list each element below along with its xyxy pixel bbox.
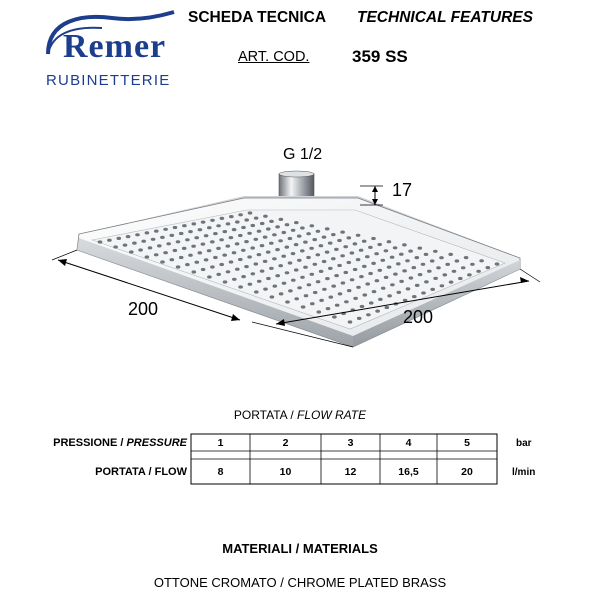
- pressure-label-it: PRESSIONE /: [53, 437, 127, 449]
- brand-logo-text: Remer: [63, 28, 167, 65]
- flow-row-label: PORTATA / FLOW: [95, 466, 187, 478]
- flow-cell: 20: [461, 466, 473, 478]
- flow-rate-title-it: PORTATA /: [233, 408, 297, 422]
- scheda-tecnica-heading: SCHEDA TECNICA: [188, 9, 327, 26]
- width-dimension-label: 200: [403, 307, 434, 327]
- height-dimension-label: 17: [392, 180, 413, 200]
- flow-cell: 10: [279, 466, 292, 478]
- flow-unit-label: l/min: [512, 467, 536, 478]
- connection-size-label: G 1/2: [283, 146, 323, 163]
- brand-logo-subtitle: RUBINETTERIE: [46, 72, 171, 89]
- technical-features-heading: TECHNICAL FEATURES: [357, 9, 533, 26]
- article-code-label: ART. COD.: [238, 49, 310, 65]
- flow-cell: 12: [344, 466, 357, 478]
- pressure-cell: 2: [282, 437, 289, 449]
- flow-cell: 16,5: [398, 466, 419, 478]
- flow-cell: 8: [217, 466, 224, 478]
- pressure-unit-label: bar: [516, 438, 532, 449]
- pressure-cell: 1: [217, 437, 224, 449]
- materials-value: OTTONE CROMATO / CHROME PLATED BRASS: [153, 575, 447, 590]
- pressure-label-en: PRESSURE: [126, 437, 187, 449]
- flow-rate-title-en: FLOW RATE: [297, 408, 367, 422]
- pressure-cell: 4: [405, 437, 412, 449]
- depth-dimension-label: 200: [128, 299, 159, 319]
- pressure-cell: 3: [347, 437, 354, 449]
- pressure-cell: 5: [464, 437, 470, 449]
- materials-heading: MATERIALI / MATERIALS: [222, 541, 378, 556]
- article-code-value: 359 SS: [352, 47, 408, 66]
